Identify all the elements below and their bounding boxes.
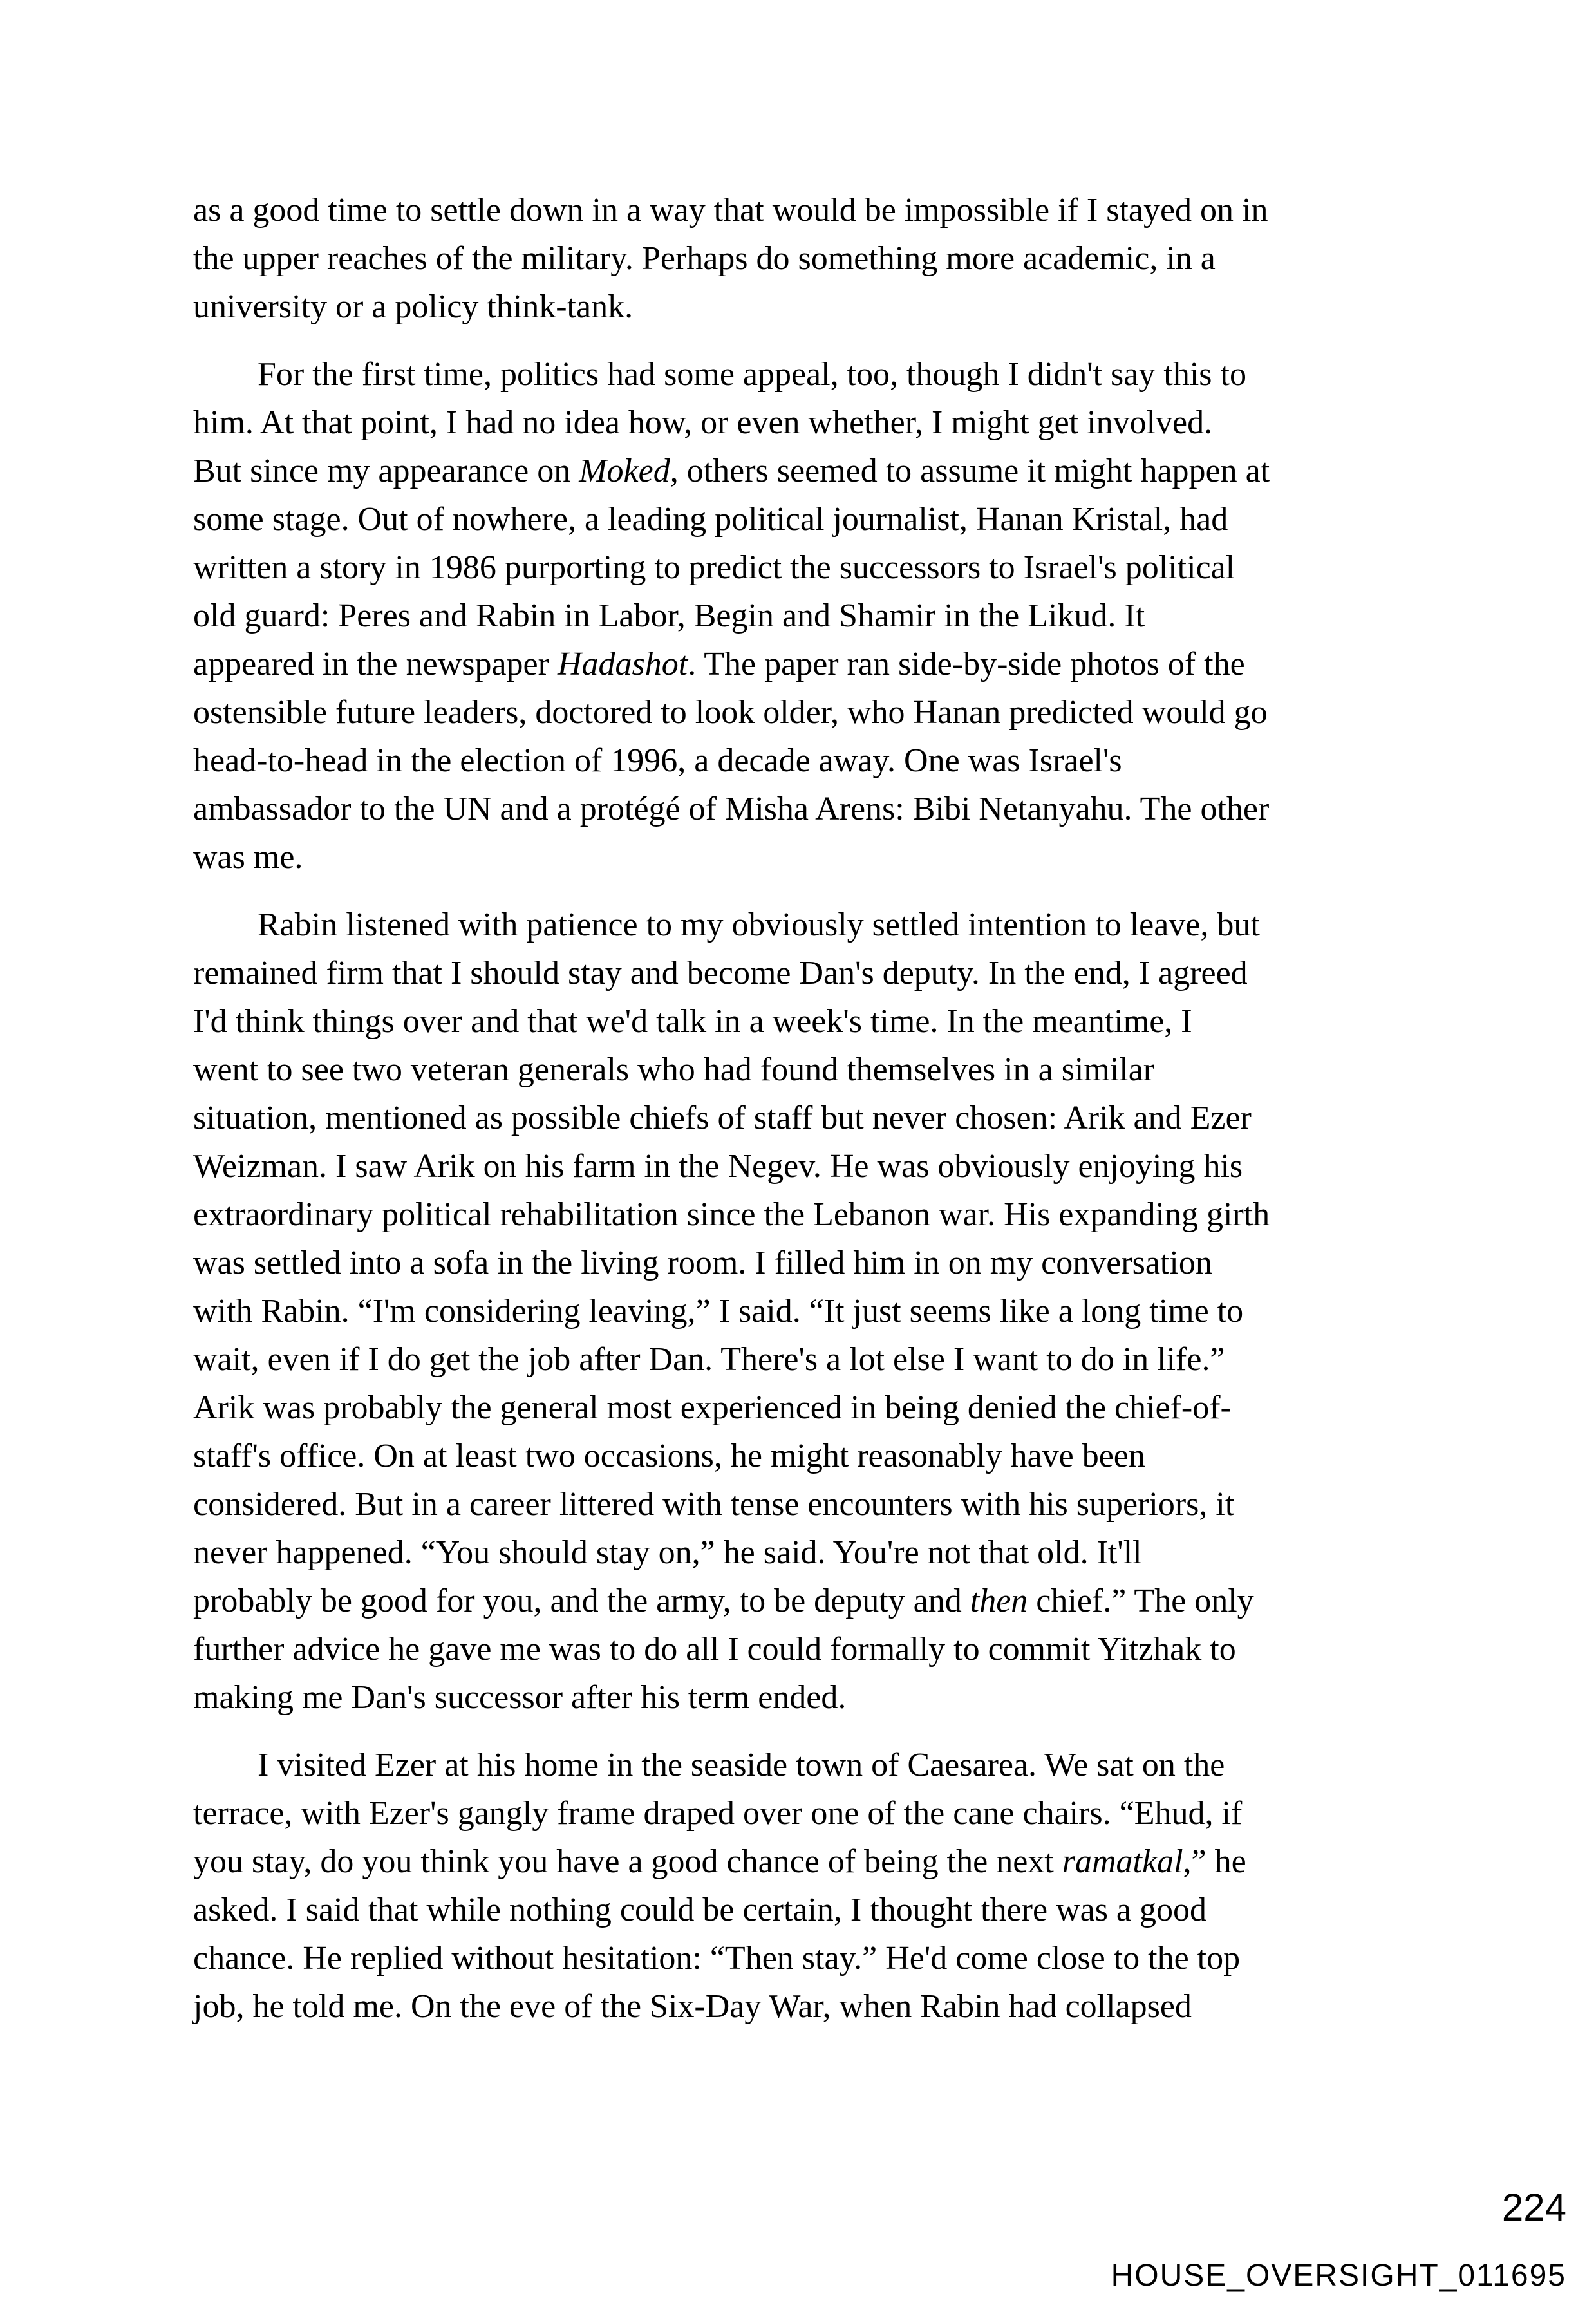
- italic-text: then: [970, 1583, 1028, 1619]
- italic-text: Hadashot: [557, 646, 688, 682]
- paragraph: as a good time to settle down in a way that would be impossible if I stayed on in the upper reaches of the military. Perhaps do something more academic, in a university or a policy think-tank.: [193, 192, 1268, 325]
- body-text: [193, 186, 1487, 2031]
- paragraph: Rabin listened with patience to my obviously settled intention to leave, but remained firm that I should stay and become Dan's deputy. In the end, I agreed I'd think things over and that we'd talk in a week's time. In the meantime, I went to see two veteran generals who had found themselves in a similar situation, mentioned as possible chiefs of staff but never chosen: Arik and Ezer Weizman. I saw Arik on his farm in the Negev. He was obviously enjoying his extraordinary political rehabilitation since the Lebanon war. His expanding girth was settled into a sofa in the living room. I filled him in on my conversation with Rabin. “I'm considering leaving,” I said. “It just seems like a long time to wait, even if I do get the job after Dan. There's a lot else I want to do in life.” Arik was probably the general most experienced in being denied the chief-of- staff's office. On at least two occasions, he might reasonably have been considered. But in a career littered with tense encounters with his superiors, it never happened. “You should stay on,” he said. You're not that old. It'll probably be good for you, and the army, to be deputy and then chief.” The only further advice he gave me was to do all I could formally to commit Yitzhak to making me Dan's successor after his term ended.: [193, 907, 1270, 1716]
- page-number: 224: [1501, 2186, 1566, 2229]
- paragraph: For the first time, politics had some appeal, too, though I didn't say this to him. At that point, I had no idea how, or even whether, I might get involved. But since my appearance on Moked, others seemed to assume it might happen at some stage. Out of nowhere, a leading political journalist, Hanan Kristal, had written a story in 1986 purporting to predict the successors to Israel's political old guard: Peres and Rabin in Labor, Begin and Shamir in the Likud. It appeared in the newspaper Hadashot. The paper ran side-by-side photos of the ostensible future leaders, doctored to look older, who Hanan predicted would go head-to-head in the election of 1996, a decade away. One was Israel's ambassador to the UN and a protégé of Misha Arens: Bibi Netanyahu. The other was me.: [193, 356, 1270, 876]
- bates-stamp: HOUSE_OVERSIGHT_011695: [1111, 2259, 1566, 2293]
- paragraph: I visited Ezer at his home in the seaside town of Caesarea. We sat on the terrace, with Ezer's gangly frame draped over one of the cane chairs. “Ehud, if you stay, do you think you have a good chance of being the next ramatkal,” he asked. I said that while nothing could be certain, I thought there was a good chance. He replied without hesitation: “Then stay.” He'd come close to the top job, he told me. On the eve of the Six-Day War, when Rabin had collapsed: [193, 1747, 1246, 2025]
- italic-text: Moked: [579, 453, 670, 489]
- italic-text: ramatkal: [1062, 1843, 1183, 1880]
